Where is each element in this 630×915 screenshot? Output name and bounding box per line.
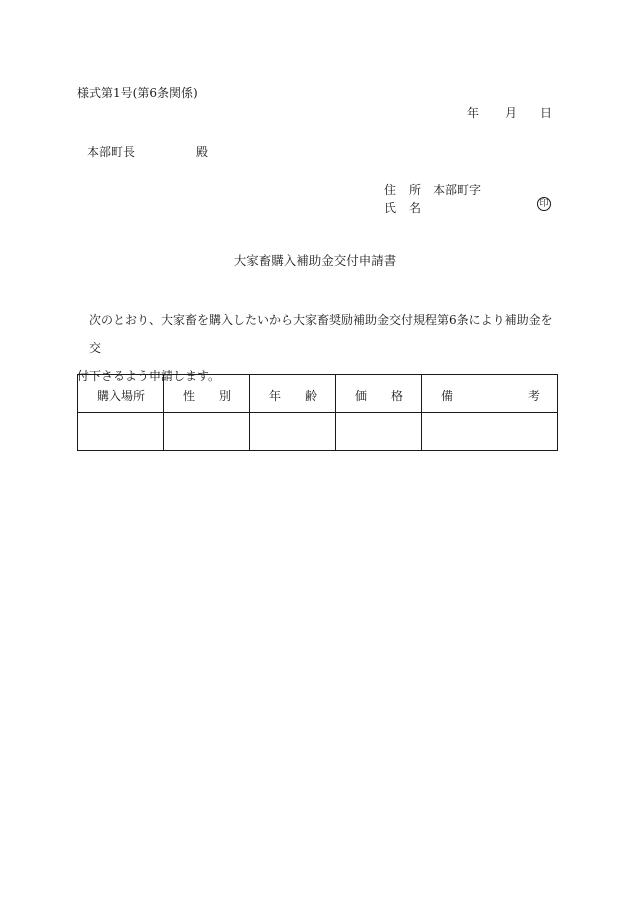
- cell-sex[interactable]: [164, 413, 250, 451]
- seal-mark: 印: [537, 197, 551, 211]
- header-text: 考: [528, 389, 541, 403]
- cell-price[interactable]: [336, 413, 422, 451]
- body-line-1: 次のとおり、大家畜を購入したいから大家畜奨励補助金交付規程第6条により補助金を交: [89, 313, 553, 355]
- addressee-honorific: 殿: [196, 145, 209, 159]
- date-month-label: 月: [505, 106, 518, 120]
- address-label-char-2: 所: [409, 183, 422, 197]
- header-remarks: [422, 375, 558, 413]
- header-text: 齢: [305, 389, 318, 403]
- header-text: 格: [391, 389, 404, 403]
- header-age: [250, 375, 336, 413]
- address-value: 本部町字: [433, 183, 482, 197]
- header-price: [336, 375, 422, 413]
- addressee-name: 本部町長: [87, 145, 136, 159]
- name-label-char-1: 氏: [384, 201, 397, 215]
- cell-purchase-place[interactable]: [78, 413, 164, 451]
- cell-age[interactable]: [250, 413, 336, 451]
- date-line: [464, 104, 554, 120]
- date-year-label: 年: [467, 106, 480, 120]
- header-text: 購入場所: [97, 389, 146, 403]
- header-text: 別: [219, 389, 232, 403]
- address-label-char-1: 住: [384, 183, 397, 197]
- body-line-2: 付下さるよう申請します。: [77, 369, 221, 383]
- date-day-label: 日: [540, 106, 553, 120]
- name-label-char-2: 名: [409, 201, 422, 215]
- table-header-row: [78, 375, 558, 413]
- cell-remarks[interactable]: [422, 413, 558, 451]
- header-text: 性: [183, 389, 196, 403]
- purchase-table: [77, 374, 558, 451]
- form-number: 様式第1号(第6条関係): [77, 86, 198, 100]
- header-sex: [164, 375, 250, 413]
- header-text: 価: [355, 389, 368, 403]
- header-purchase-place: [78, 375, 164, 413]
- document-title: 大家畜購入補助金交付申請書: [233, 253, 397, 268]
- header-text: 年: [269, 389, 282, 403]
- table-row: [78, 413, 558, 451]
- header-text: 備: [441, 389, 454, 403]
